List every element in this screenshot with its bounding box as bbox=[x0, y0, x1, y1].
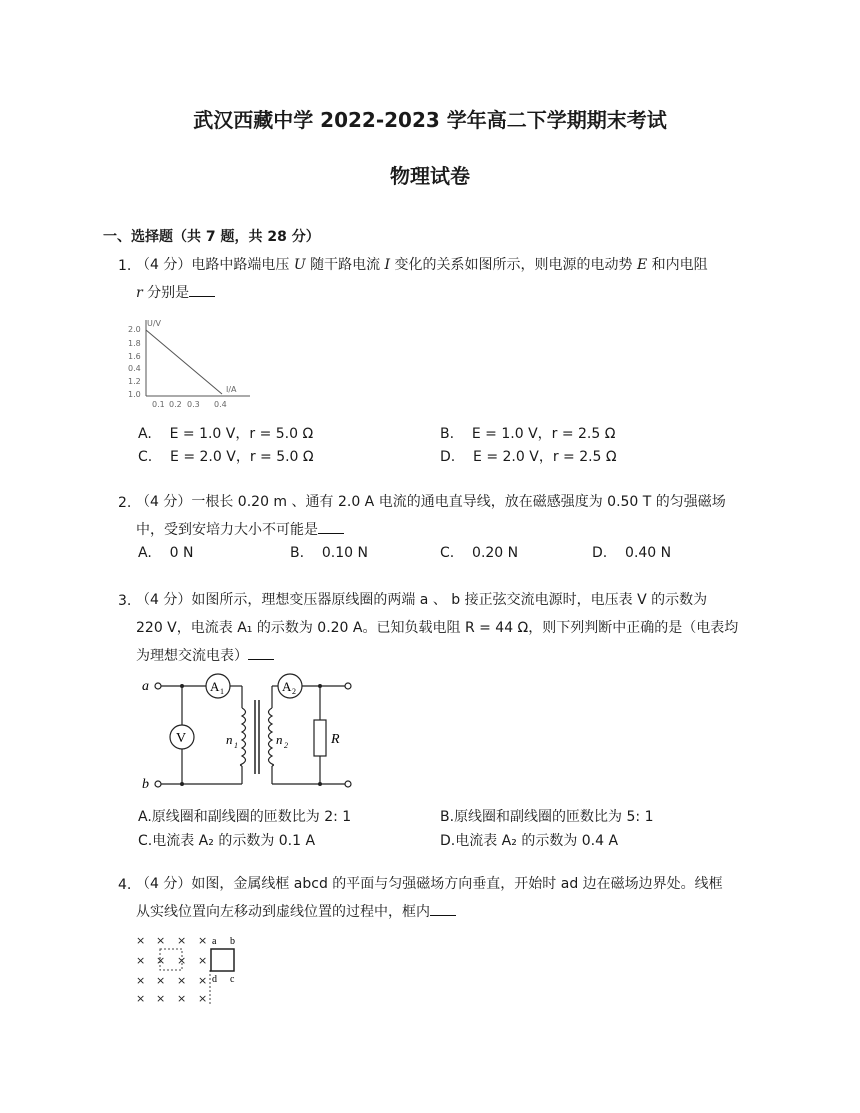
y-tick: 1.0 bbox=[128, 390, 141, 399]
option-text: 0.40 N bbox=[625, 545, 672, 561]
text-line: 为理想交流电表） bbox=[136, 648, 248, 664]
section-heading: 一、选择题（共 7 题，共 28 分） bbox=[103, 229, 320, 245]
option-text: 原线圈和副线圈的匝数比为 5: 1 bbox=[454, 809, 654, 825]
option-a[interactable] bbox=[138, 806, 351, 826]
option-text: 原线圈和副线圈的匝数比为 2: 1 bbox=[151, 809, 352, 825]
option-d[interactable] bbox=[592, 545, 671, 561]
output-terminal bbox=[345, 683, 351, 689]
variable-i: I bbox=[384, 257, 391, 273]
option-d[interactable] bbox=[440, 446, 617, 466]
option-label: A. bbox=[138, 545, 152, 561]
text-part: 随干路电流 bbox=[305, 257, 385, 273]
field-cross: × bbox=[198, 954, 208, 967]
n1-label: n bbox=[226, 732, 233, 747]
solid-frame bbox=[211, 949, 234, 971]
field-cross: × bbox=[136, 992, 146, 1005]
y-axis-label: U/V bbox=[147, 319, 162, 328]
junction-dot bbox=[180, 782, 184, 786]
option-label: B. bbox=[440, 809, 455, 825]
option-a[interactable] bbox=[138, 545, 193, 561]
x-tick: 0.4 bbox=[214, 400, 227, 409]
u-i-graph bbox=[126, 316, 256, 412]
field-cross: × bbox=[156, 934, 166, 947]
voltmeter-label: V bbox=[176, 731, 187, 746]
variable-r: r bbox=[136, 285, 143, 301]
option-b[interactable] bbox=[440, 806, 654, 826]
answer-blank bbox=[189, 282, 215, 297]
question-text bbox=[136, 251, 766, 307]
text-line: 220 V，电流表 A₁ 的示数为 0.20 A。已知负载电阻 R = 44 Ω，则下列判断中正确的是（电表均 bbox=[136, 620, 739, 636]
option-text: E = 2.0 V，r = 2.5 Ω bbox=[473, 449, 617, 465]
option-label: B. bbox=[440, 426, 455, 442]
answer-blank bbox=[430, 901, 456, 916]
field-cross: × bbox=[198, 934, 208, 947]
option-b[interactable] bbox=[290, 545, 368, 561]
n2-sub: 2 bbox=[284, 741, 288, 750]
option-text: 0.20 N bbox=[472, 545, 519, 561]
secondary-coil bbox=[269, 708, 274, 766]
corner-c: c bbox=[230, 974, 235, 985]
field-cross: × bbox=[177, 974, 187, 987]
option-label: D. bbox=[592, 545, 608, 561]
option-c[interactable] bbox=[138, 446, 314, 466]
option-text: 电流表 A₂ 的示数为 0.1 A bbox=[152, 833, 316, 849]
field-cross: × bbox=[136, 954, 146, 967]
field-cross: × bbox=[198, 974, 208, 987]
ammeter-a2-label: A bbox=[282, 679, 292, 694]
option-label: B. bbox=[290, 545, 305, 561]
option-label: C. bbox=[440, 545, 455, 561]
option-text: 电流表 A₂ 的示数为 0.4 A bbox=[455, 833, 619, 849]
ammeter-a1-label: A bbox=[210, 679, 220, 694]
field-cross: × bbox=[156, 992, 166, 1005]
option-text: E = 1.0 V，r = 5.0 Ω bbox=[169, 426, 314, 442]
terminal-a-label: a bbox=[142, 679, 149, 694]
primary-coil bbox=[241, 708, 246, 766]
question-text bbox=[136, 870, 766, 926]
y-tick: 1.8 bbox=[128, 339, 141, 348]
option-label: C. bbox=[138, 833, 153, 849]
answer-blank bbox=[318, 519, 344, 534]
exam-title: 武汉西藏中学 2022-2023 学年高二下学期期末考试 bbox=[193, 108, 667, 132]
corner-b: b bbox=[230, 936, 235, 947]
answer-blank bbox=[248, 645, 274, 660]
output-terminal bbox=[345, 781, 351, 787]
n1-sub: 1 bbox=[234, 741, 238, 750]
option-c[interactable] bbox=[440, 545, 518, 561]
text-part: 分别是 bbox=[142, 285, 190, 301]
magnetic-field-figure bbox=[130, 930, 250, 1010]
text-line: （4 分）如图所示，理想变压器原线圈的两端 a 、 b 接正弦交流电源时，电压表 V 的示数为 bbox=[136, 592, 708, 608]
terminal-b-label: b bbox=[142, 777, 149, 792]
option-text: E = 1.0 V，r = 2.5 Ω bbox=[471, 426, 616, 442]
question-number: 3. bbox=[118, 593, 132, 609]
junction-dot bbox=[318, 684, 322, 688]
field-cross: × bbox=[177, 954, 187, 967]
option-b[interactable] bbox=[440, 423, 615, 443]
terminal-a bbox=[155, 683, 161, 689]
text-line: 从实线位置向左移动到虚线位置的过程中，框内 bbox=[136, 904, 430, 920]
x-axis-label: I/A bbox=[226, 385, 237, 394]
corner-a: a bbox=[212, 936, 217, 947]
junction-dot bbox=[180, 684, 184, 688]
resistor-icon bbox=[314, 720, 326, 756]
terminal-b bbox=[155, 781, 161, 787]
field-cross: × bbox=[198, 992, 208, 1005]
question-text bbox=[136, 488, 766, 544]
option-d[interactable] bbox=[440, 830, 618, 850]
option-a[interactable] bbox=[138, 423, 313, 443]
field-cross: × bbox=[136, 974, 146, 987]
option-text: 0 N bbox=[169, 545, 194, 561]
text-line: 中，受到安培力大小不可能是 bbox=[136, 522, 318, 538]
field-cross: × bbox=[136, 934, 146, 947]
x-tick: 0.1 bbox=[152, 400, 165, 409]
exam-subtitle: 物理试卷 bbox=[390, 164, 470, 188]
question-text bbox=[136, 586, 766, 670]
y-tick: 0.4 bbox=[128, 364, 141, 373]
ammeter-a1-sub: 1 bbox=[220, 687, 224, 696]
field-cross: × bbox=[156, 974, 166, 987]
option-text: 0.10 N bbox=[321, 545, 368, 561]
text-line: （4 分）如图，金属线框 abcd 的平面与匀强磁场方向垂直，开始时 ad 边在磁场边界处。线框 bbox=[136, 876, 723, 892]
question-number: 2. bbox=[118, 495, 132, 511]
option-c[interactable] bbox=[138, 830, 315, 850]
text-part: （4 分）电路中路端电压 bbox=[136, 257, 294, 273]
y-tick: 1.6 bbox=[128, 352, 141, 361]
x-tick: 0.2 bbox=[169, 400, 182, 409]
text-line: （4 分）一根长 0.20 m 、通有 2.0 A 电流的通电直导线，放在磁感强度为 0.50 T 的匀强磁场 bbox=[136, 494, 726, 510]
text-part: 和内电阻 bbox=[647, 257, 708, 273]
variable-e: E bbox=[636, 257, 648, 273]
field-cross: × bbox=[177, 934, 187, 947]
graph-line bbox=[146, 330, 222, 394]
transformer-circuit bbox=[138, 670, 360, 796]
ammeter-a2-sub: 2 bbox=[292, 687, 296, 696]
option-label: A. bbox=[138, 426, 152, 442]
field-cross: × bbox=[177, 992, 187, 1005]
x-tick: 0.3 bbox=[187, 400, 200, 409]
field-cross: × bbox=[156, 954, 166, 967]
option-label: D. bbox=[440, 833, 456, 849]
option-label: D. bbox=[440, 449, 456, 465]
option-label: C. bbox=[138, 449, 153, 465]
n2-label: n bbox=[276, 732, 283, 747]
corner-d: d bbox=[212, 974, 217, 985]
question-number: 1. bbox=[118, 258, 132, 274]
y-tick: 2.0 bbox=[128, 325, 141, 334]
question-number: 4. bbox=[118, 877, 132, 893]
variable-u: U bbox=[293, 257, 306, 273]
option-label: A. bbox=[138, 809, 152, 825]
resistor-label: R bbox=[331, 732, 340, 747]
option-text: E = 2.0 V，r = 5.0 Ω bbox=[170, 449, 314, 465]
text-part: 变化的关系如图所示，则电源的电动势 bbox=[390, 257, 637, 273]
y-tick: 1.2 bbox=[128, 377, 141, 386]
junction-dot bbox=[318, 782, 322, 786]
